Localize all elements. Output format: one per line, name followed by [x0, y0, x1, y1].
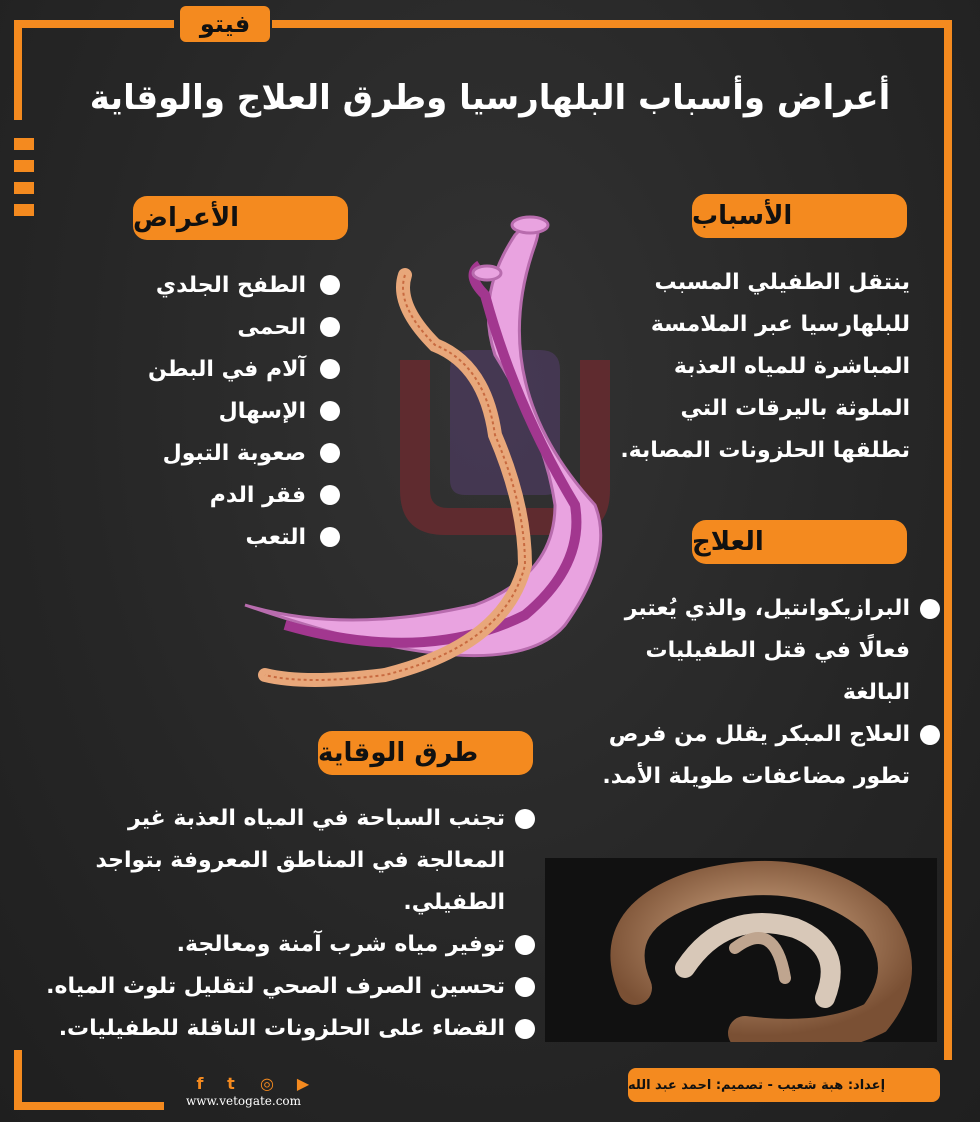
- frame-left-top: [14, 20, 22, 120]
- bullet-icon: [920, 725, 940, 745]
- bullet-icon: [320, 275, 340, 295]
- treatment-line: البرازيكوانتيل، والذي يُعتبر: [624, 596, 910, 621]
- causes-line: للبلهارسيا عبر الملامسة: [650, 312, 910, 337]
- prevention-line: الطفيلي.: [403, 890, 505, 915]
- site-logo: فيتو: [180, 6, 270, 42]
- symptom-text: الإسهال: [218, 398, 306, 424]
- treatment-line: فعالًا في قتل الطفيليات: [645, 638, 910, 663]
- list-item: [120, 432, 340, 474]
- causes-line: ينتقل الطفيلي المسبب: [654, 270, 910, 295]
- symptom-text: الطفح الجلدي: [155, 272, 306, 298]
- bullet-icon: [515, 1019, 535, 1039]
- frame-left-bottom: [14, 1050, 22, 1110]
- treatment-item-text: [602, 714, 910, 798]
- list-item: [120, 516, 340, 558]
- list-item: [570, 714, 940, 798]
- list-item: [30, 966, 535, 1008]
- page-title: أعراض وأسباب البلهارسيا وطرق العلاج والوقاية: [89, 78, 891, 118]
- prevention-item-text: [95, 798, 505, 924]
- list-item: [30, 924, 535, 966]
- list-item: [120, 348, 340, 390]
- symptom-text: التعب: [245, 524, 306, 550]
- prevention-header-label: طرق الوقاية: [318, 738, 479, 768]
- symptoms-header-label: الأعراض: [133, 203, 240, 233]
- frame-dash: [14, 138, 34, 150]
- treatment-item-text: [625, 588, 910, 714]
- causes-header-label: الأسباب: [692, 201, 793, 231]
- credit-bar: [628, 1068, 940, 1102]
- treatment-header: [692, 520, 907, 564]
- instagram-icon[interactable]: ◎: [260, 1073, 274, 1093]
- twitter-icon[interactable]: t: [227, 1073, 235, 1093]
- causes-paragraph: [590, 262, 910, 472]
- causes-line: المباشرة للمياه العذبة: [673, 354, 910, 379]
- bullet-icon: [320, 359, 340, 379]
- list-item: [120, 306, 340, 348]
- frame-right: [944, 20, 952, 1060]
- symptoms-list: [120, 264, 340, 558]
- list-item: [570, 588, 940, 714]
- symptom-text: صعوبة التبول: [162, 440, 306, 466]
- frame-top-left: [14, 20, 174, 28]
- list-item: [30, 798, 535, 924]
- causes-header: [692, 194, 907, 238]
- bullet-icon: [320, 485, 340, 505]
- bullet-icon: [515, 977, 535, 997]
- treatment-line: تطور مضاعفات طويلة الأمد.: [602, 764, 910, 789]
- symptom-text: فقر الدم: [209, 482, 306, 508]
- prevention-header: [318, 731, 533, 775]
- worm-photo-icon: [545, 858, 937, 1042]
- list-item: [30, 1008, 535, 1050]
- prevention-line: توفير مياه شرب آمنة ومعالجة.: [176, 932, 505, 957]
- list-item: [120, 264, 340, 306]
- bullet-icon: [515, 809, 535, 829]
- youtube-icon[interactable]: ▶: [296, 1073, 310, 1093]
- prevention-line: القضاء على الحلزونات الناقلة للطفيليات.: [58, 1016, 505, 1041]
- frame-bottom: [14, 1102, 164, 1110]
- symptom-text: آلام في البطن: [147, 356, 306, 382]
- bullet-icon: [320, 443, 340, 463]
- frame-dash: [14, 204, 34, 216]
- symptom-text: الحمى: [237, 314, 306, 340]
- bullet-icon: [320, 527, 340, 547]
- facebook-icon[interactable]: f: [196, 1073, 204, 1093]
- website-link[interactable]: www.vetogate.com: [186, 1094, 302, 1108]
- list-item: [120, 474, 340, 516]
- causes-line: تطلقها الحلزونات المصابة.: [620, 438, 910, 463]
- worm-photo: [545, 858, 937, 1042]
- symptoms-header: [133, 196, 348, 240]
- prevention-line: تحسين الصرف الصحي لتقليل تلوث المياه.: [46, 974, 505, 999]
- frame-dash: [14, 160, 34, 172]
- list-item: [120, 390, 340, 432]
- bullet-icon: [320, 401, 340, 421]
- bullet-icon: [320, 317, 340, 337]
- prevention-line: تجنب السباحة في المياه العذبة غير: [128, 806, 505, 831]
- prevention-line: المعالجة في المناطق المعروفة بتواجد: [95, 848, 505, 873]
- frame-top-right: [272, 20, 952, 28]
- treatment-line: العلاج المبكر يقلل من فرص: [608, 722, 910, 747]
- prevention-list: [30, 798, 535, 1050]
- bullet-icon: [920, 599, 940, 619]
- frame-dash: [14, 182, 34, 194]
- bullet-icon: [515, 935, 535, 955]
- causes-line: الملوثة باليرقات التي: [680, 396, 910, 421]
- treatment-list: [570, 588, 940, 798]
- treatment-line: البالغة: [842, 680, 910, 705]
- credit-text: إعداد: هبة شعيب - تصميم: احمد عبد الله: [628, 1077, 886, 1093]
- treatment-header-label: العلاج: [692, 527, 764, 557]
